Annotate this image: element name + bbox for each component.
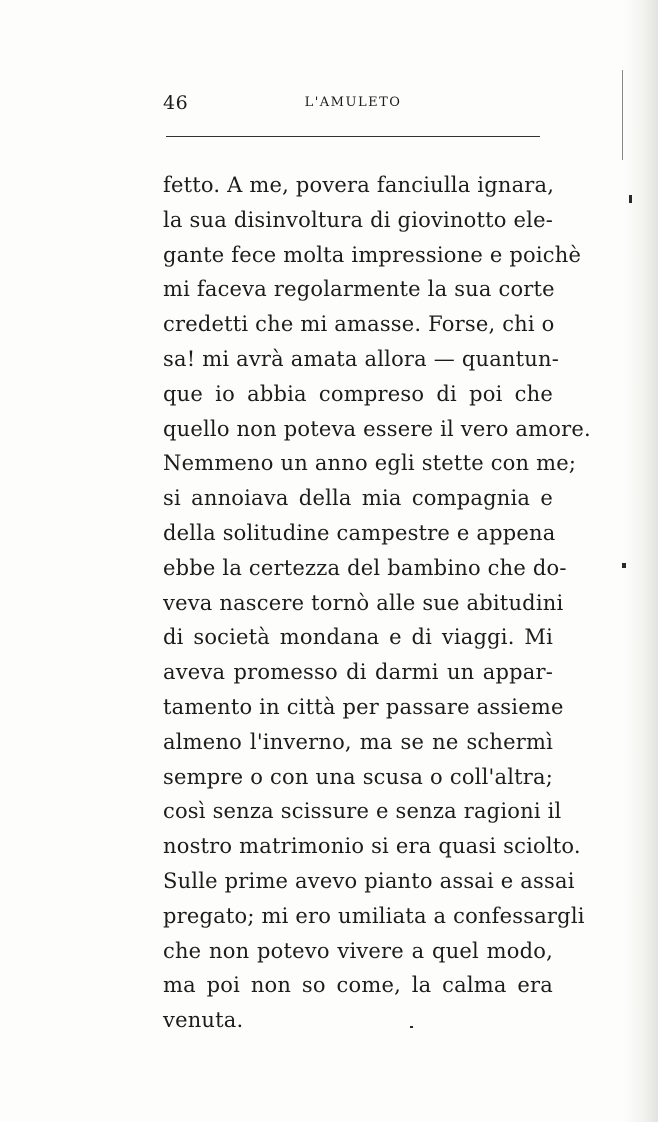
- text-line: credetti che mi amasse. Forse, chi o: [163, 312, 555, 337]
- text-line: Sulle prime avevo pianto assai e assai: [163, 868, 575, 893]
- header-rule: [166, 136, 540, 137]
- text-line: aveva promesso di darmi un appar-: [163, 660, 553, 685]
- scan-speck: [622, 70, 623, 160]
- page-number: 46: [163, 92, 189, 114]
- text-line: mi faceva regolarmente la sua corte: [163, 277, 555, 302]
- text-line: Nemmeno un anno egli stette con me;: [163, 451, 577, 476]
- text-line: pregato; mi ero umiliata a confessargli: [163, 903, 585, 928]
- text-line: ebbe la certezza del bambino che do-: [163, 555, 567, 580]
- text-line: almeno l'inverno, ma se ne schermì: [163, 729, 553, 754]
- text-line: della solitudine campestre e appena: [163, 520, 556, 545]
- text-line: venuta.: [163, 1008, 244, 1033]
- scan-speck: [410, 1026, 413, 1028]
- scan-speck: [622, 563, 626, 568]
- text-line: tamento in città per passare assieme: [163, 694, 564, 719]
- page-edge-shadow: [624, 0, 658, 1122]
- scan-speck: [629, 195, 632, 203]
- text-line: che non potevo vivere a quel modo,: [163, 938, 553, 963]
- body-text: [163, 168, 591, 1038]
- text-line: sa! mi avrà amata allora — quantun-: [163, 346, 560, 371]
- text-line: que io abbia compreso di poi che: [163, 381, 553, 406]
- text-line: quello non poteva essere il vero amore.: [163, 416, 591, 441]
- text-line: sempre o con una scusa o coll'altra;: [163, 764, 553, 789]
- page-header: [163, 92, 543, 122]
- text-line: si annoiava della mia compagnia e: [163, 486, 553, 511]
- text-line: fetto. A me, povera fanciulla ignara,: [163, 173, 555, 197]
- text-line: ma poi non so come, la calma era: [163, 973, 553, 998]
- text-line: gante fece molta impressione e poichè: [163, 242, 582, 267]
- text-line: nostro matrimonio si era quasi sciolto.: [163, 834, 581, 859]
- text-line: di società mondana e di viaggi. Mi: [163, 625, 553, 650]
- running-title: L'AMULETO: [304, 95, 402, 110]
- text-line: così senza scissure e senza ragioni il: [163, 799, 562, 824]
- text-line: veva nascere tornò alle sue abitudini: [163, 590, 564, 615]
- text-line: la sua disinvoltura di giovinotto ele-: [163, 207, 553, 232]
